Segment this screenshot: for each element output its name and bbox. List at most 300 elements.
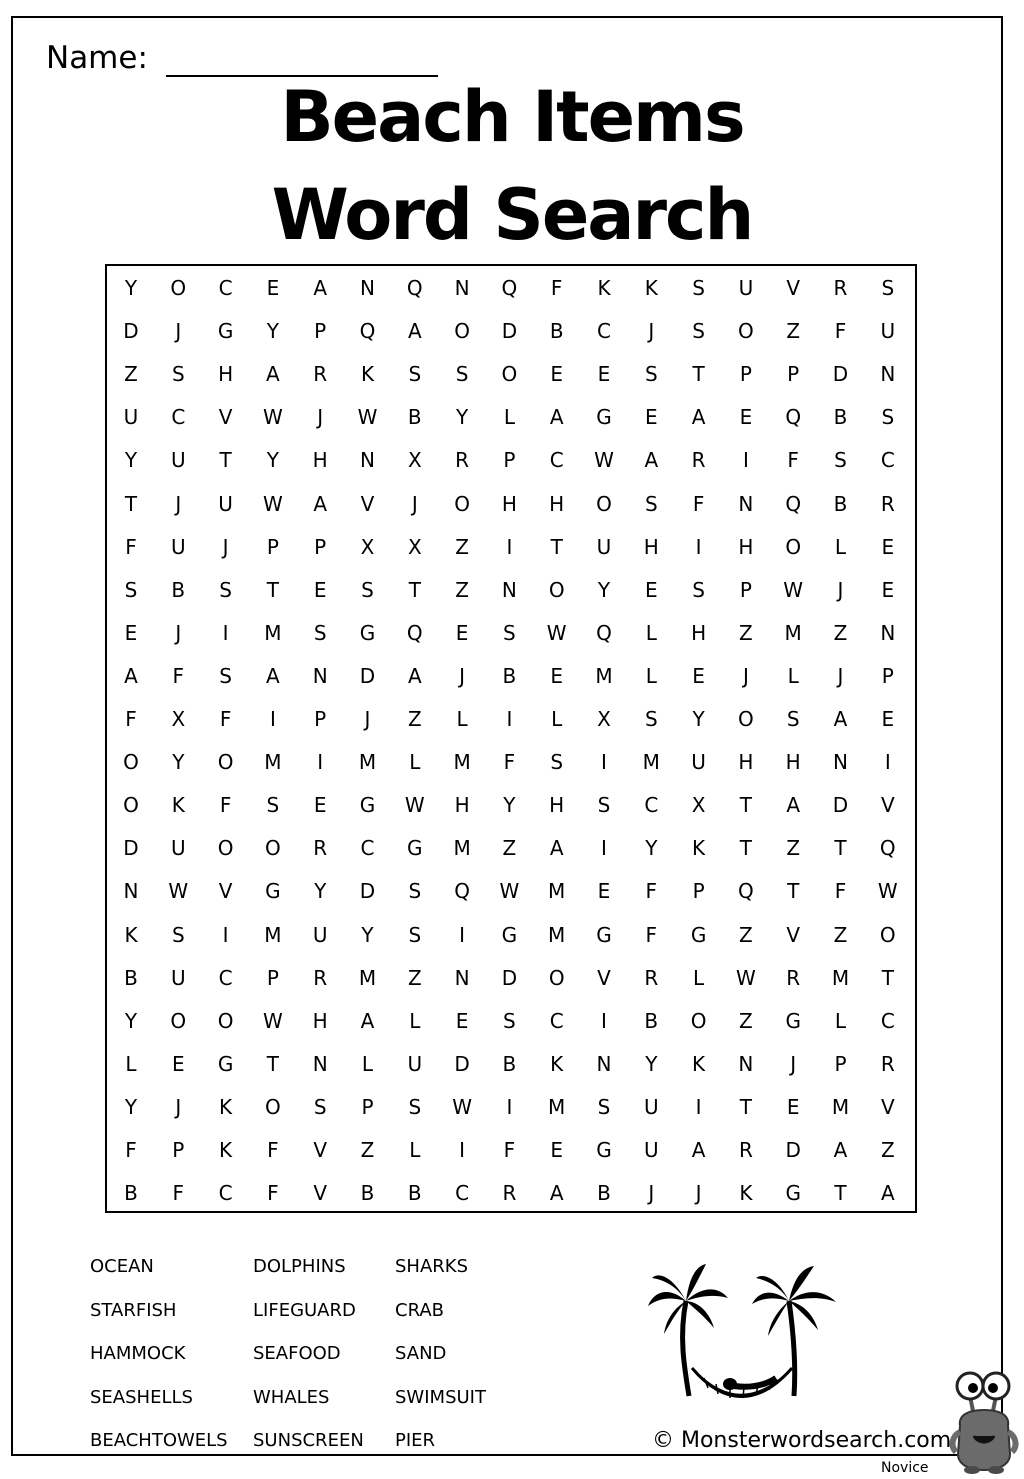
- grid-letter[interactable]: N: [360, 276, 375, 300]
- grid-letter[interactable]: Y: [361, 922, 374, 947]
- grid-letter[interactable]: F: [645, 879, 658, 904]
- grid-letter[interactable]: M: [642, 750, 660, 775]
- grid-letter[interactable]: K: [219, 1138, 233, 1162]
- grid-letter[interactable]: L: [456, 707, 468, 731]
- grid-letter[interactable]: N: [833, 750, 848, 775]
- grid-letter[interactable]: I: [601, 836, 607, 861]
- grid-letter[interactable]: D: [501, 965, 518, 990]
- grid-letter[interactable]: C: [549, 1008, 564, 1033]
- grid-letter[interactable]: E: [597, 362, 611, 387]
- grid-letter[interactable]: M: [548, 879, 566, 904]
- grid-letter[interactable]: D: [123, 836, 139, 861]
- grid-letter[interactable]: S: [881, 276, 895, 300]
- grid-letter[interactable]: O: [454, 491, 470, 516]
- grid-letter[interactable]: U: [218, 491, 233, 516]
- grid-letter[interactable]: O: [879, 922, 896, 947]
- grid-letter[interactable]: T: [834, 1181, 847, 1206]
- grid-letter[interactable]: A: [691, 405, 706, 430]
- grid-letter[interactable]: J: [317, 405, 324, 430]
- grid-letter[interactable]: F: [834, 319, 847, 344]
- grid-letter[interactable]: P: [266, 534, 279, 559]
- grid-letter[interactable]: B: [549, 319, 564, 344]
- grid-letter[interactable]: J: [411, 491, 418, 516]
- grid-letter[interactable]: W: [877, 879, 898, 904]
- grid-letter[interactable]: O: [217, 750, 234, 775]
- grid-letter[interactable]: A: [266, 362, 280, 387]
- grid-letter[interactable]: N: [738, 1051, 754, 1076]
- grid-letter[interactable]: S: [644, 362, 658, 387]
- grid-letter[interactable]: A: [549, 1181, 564, 1206]
- grid-letter[interactable]: Z: [739, 1008, 753, 1033]
- grid-letter[interactable]: Z: [786, 319, 801, 344]
- grid-letter[interactable]: V: [880, 1094, 895, 1119]
- grid-letter[interactable]: I: [222, 922, 229, 947]
- grid-letter[interactable]: S: [408, 879, 422, 904]
- grid-letter[interactable]: N: [312, 663, 328, 688]
- grid-letter[interactable]: S: [692, 577, 705, 602]
- grid-letter[interactable]: Z: [739, 620, 753, 645]
- grid-letter[interactable]: E: [550, 663, 563, 688]
- grid-letter[interactable]: A: [549, 405, 564, 430]
- grid-letter[interactable]: E: [692, 663, 705, 688]
- grid-letter[interactable]: S: [219, 663, 232, 688]
- grid-letter[interactable]: Z: [786, 836, 801, 861]
- grid-letter[interactable]: S: [786, 707, 800, 731]
- grid-letter[interactable]: C: [455, 1181, 470, 1206]
- grid-letter[interactable]: J: [175, 319, 182, 344]
- grid-letter[interactable]: U: [170, 836, 186, 861]
- grid-letter[interactable]: P: [172, 1138, 185, 1162]
- grid-letter[interactable]: Q: [785, 491, 802, 516]
- grid-letter[interactable]: N: [880, 620, 896, 645]
- grid-letter[interactable]: O: [501, 362, 518, 387]
- grid-letter[interactable]: K: [550, 1051, 564, 1076]
- grid-letter[interactable]: Q: [596, 620, 612, 645]
- grid-letter[interactable]: X: [360, 534, 375, 559]
- grid-letter[interactable]: T: [219, 448, 232, 473]
- grid-letter[interactable]: A: [833, 707, 848, 731]
- grid-letter[interactable]: Y: [266, 448, 279, 473]
- grid-letter[interactable]: I: [506, 1094, 513, 1119]
- grid-letter[interactable]: S: [361, 577, 374, 602]
- grid-letter[interactable]: B: [644, 1008, 659, 1033]
- grid-letter[interactable]: I: [695, 1094, 702, 1119]
- grid-letter[interactable]: Y: [124, 1094, 138, 1119]
- grid-letter[interactable]: W: [263, 405, 283, 430]
- grid-letter[interactable]: N: [454, 276, 470, 300]
- grid-letter[interactable]: P: [314, 707, 327, 731]
- grid-letter[interactable]: U: [312, 922, 328, 947]
- grid-letter[interactable]: S: [692, 319, 705, 344]
- grid-letter[interactable]: R: [738, 1138, 753, 1162]
- grid-letter[interactable]: T: [881, 965, 894, 990]
- grid-letter[interactable]: W: [783, 577, 804, 602]
- grid-letter[interactable]: E: [171, 1051, 185, 1076]
- grid-letter[interactable]: X: [597, 707, 611, 731]
- grid-letter[interactable]: I: [884, 750, 891, 775]
- grid-letter[interactable]: K: [597, 276, 611, 300]
- grid-letter[interactable]: O: [170, 276, 187, 300]
- grid-letter[interactable]: V: [218, 405, 233, 430]
- grid-letter[interactable]: J: [837, 663, 844, 688]
- grid-letter[interactable]: H: [454, 793, 470, 818]
- grid-letter[interactable]: P: [739, 577, 752, 602]
- grid-letter[interactable]: L: [787, 663, 799, 688]
- grid-letter[interactable]: M: [358, 965, 377, 990]
- grid-letter[interactable]: N: [501, 577, 517, 602]
- grid-letter[interactable]: G: [596, 922, 612, 947]
- grid-letter[interactable]: L: [834, 534, 847, 559]
- grid-letter[interactable]: U: [407, 1051, 423, 1076]
- grid-letter[interactable]: T: [787, 879, 800, 904]
- grid-letter[interactable]: L: [645, 620, 657, 645]
- grid-letter[interactable]: M: [264, 750, 282, 775]
- grid-letter[interactable]: O: [265, 1094, 281, 1119]
- grid-letter[interactable]: Z: [455, 577, 469, 602]
- grid-letter[interactable]: F: [267, 1138, 279, 1162]
- grid-letter[interactable]: J: [790, 1051, 797, 1076]
- grid-letter[interactable]: Y: [172, 750, 185, 775]
- grid-letter[interactable]: E: [881, 577, 895, 602]
- grid-letter[interactable]: Z: [455, 534, 469, 559]
- grid-letter[interactable]: S: [644, 491, 658, 516]
- grid-letter[interactable]: P: [881, 663, 894, 688]
- grid-letter[interactable]: C: [597, 319, 611, 344]
- grid-letter[interactable]: S: [266, 793, 280, 818]
- grid-letter[interactable]: S: [597, 793, 611, 818]
- grid-letter[interactable]: N: [123, 879, 139, 904]
- grid-letter[interactable]: T: [692, 362, 705, 387]
- grid-letter[interactable]: U: [596, 534, 612, 559]
- grid-letter[interactable]: R: [313, 965, 328, 990]
- grid-letter[interactable]: Q: [501, 276, 518, 300]
- grid-letter[interactable]: A: [407, 663, 422, 688]
- grid-letter[interactable]: C: [360, 836, 375, 861]
- grid-letter[interactable]: M: [264, 922, 282, 947]
- grid-letter[interactable]: P: [361, 1094, 374, 1119]
- grid-letter[interactable]: Z: [124, 362, 138, 387]
- grid-letter[interactable]: A: [124, 663, 138, 688]
- grid-letter[interactable]: K: [644, 276, 658, 300]
- grid-letter[interactable]: B: [833, 491, 848, 516]
- grid-letter[interactable]: S: [408, 922, 422, 947]
- grid-letter[interactable]: W: [263, 491, 283, 516]
- grid-letter[interactable]: A: [691, 1138, 706, 1162]
- grid-letter[interactable]: Y: [503, 793, 516, 818]
- grid-letter[interactable]: I: [742, 448, 749, 473]
- grid-letter[interactable]: A: [313, 276, 328, 300]
- grid-letter[interactable]: V: [786, 922, 801, 947]
- grid-letter[interactable]: F: [125, 1138, 137, 1162]
- grid-letter[interactable]: R: [644, 965, 659, 990]
- grid-letter[interactable]: E: [124, 620, 138, 645]
- grid-letter[interactable]: C: [218, 1181, 233, 1206]
- grid-letter[interactable]: K: [692, 836, 706, 861]
- grid-letter[interactable]: Y: [124, 276, 138, 300]
- grid-letter[interactable]: W: [404, 793, 425, 818]
- grid-letter[interactable]: B: [124, 1181, 138, 1206]
- grid-letter[interactable]: C: [549, 448, 564, 473]
- grid-letter[interactable]: M: [831, 965, 850, 990]
- grid-letter[interactable]: Z: [407, 965, 422, 990]
- grid-letter[interactable]: L: [693, 965, 705, 990]
- grid-letter[interactable]: M: [548, 1094, 566, 1119]
- grid-letter[interactable]: I: [601, 750, 607, 775]
- grid-letter[interactable]: S: [834, 448, 847, 473]
- grid-letter[interactable]: I: [222, 620, 229, 645]
- grid-letter[interactable]: D: [832, 793, 849, 818]
- grid-letter[interactable]: F: [503, 750, 516, 775]
- grid-letter[interactable]: Q: [785, 405, 802, 430]
- grid-letter[interactable]: B: [502, 1051, 517, 1076]
- grid-letter[interactable]: E: [266, 276, 280, 300]
- grid-letter[interactable]: W: [499, 879, 520, 904]
- grid-letter[interactable]: Z: [833, 620, 848, 645]
- grid-letter[interactable]: Y: [124, 448, 138, 473]
- grid-letter[interactable]: M: [453, 836, 471, 861]
- grid-letter[interactable]: P: [266, 965, 279, 990]
- grid-letter[interactable]: R: [880, 491, 895, 516]
- grid-letter[interactable]: D: [785, 1138, 801, 1162]
- grid-letter[interactable]: Q: [406, 276, 423, 300]
- grid-letter[interactable]: H: [738, 534, 754, 559]
- grid-letter[interactable]: M: [264, 620, 282, 645]
- grid-letter[interactable]: U: [691, 750, 706, 775]
- grid-letter[interactable]: S: [219, 577, 232, 602]
- grid-letter[interactable]: Y: [692, 707, 705, 731]
- grid-letter[interactable]: L: [409, 1138, 421, 1162]
- grid-letter[interactable]: Y: [455, 405, 469, 430]
- grid-letter[interactable]: U: [170, 448, 186, 473]
- grid-letter[interactable]: J: [648, 319, 655, 344]
- grid-letter[interactable]: B: [407, 405, 422, 430]
- grid-letter[interactable]: N: [880, 362, 896, 387]
- grid-letter[interactable]: U: [643, 1138, 659, 1162]
- grid-letter[interactable]: J: [364, 707, 371, 731]
- grid-letter[interactable]: G: [596, 1138, 612, 1162]
- grid-letter[interactable]: X: [171, 707, 186, 731]
- grid-letter[interactable]: O: [690, 1008, 707, 1033]
- grid-letter[interactable]: M: [548, 922, 566, 947]
- grid-letter[interactable]: F: [645, 922, 658, 947]
- grid-letter[interactable]: D: [123, 319, 139, 344]
- grid-letter[interactable]: I: [459, 922, 466, 947]
- grid-letter[interactable]: J: [175, 620, 182, 645]
- grid-letter[interactable]: V: [218, 879, 233, 904]
- grid-letter[interactable]: M: [453, 750, 471, 775]
- grid-letter[interactable]: R: [833, 276, 848, 300]
- grid-letter[interactable]: J: [648, 1181, 655, 1206]
- grid-letter[interactable]: P: [787, 362, 800, 387]
- grid-letter[interactable]: R: [786, 965, 801, 990]
- grid-letter[interactable]: Q: [879, 836, 896, 861]
- grid-letter[interactable]: S: [881, 405, 895, 430]
- grid-letter[interactable]: G: [217, 319, 234, 344]
- grid-letter[interactable]: U: [738, 276, 754, 300]
- grid-letter[interactable]: W: [546, 620, 567, 645]
- grid-letter[interactable]: D: [454, 1051, 470, 1076]
- grid-letter[interactable]: P: [314, 534, 327, 559]
- grid-letter[interactable]: A: [407, 319, 422, 344]
- grid-letter[interactable]: N: [454, 965, 470, 990]
- grid-letter[interactable]: Y: [314, 879, 327, 904]
- grid-letter[interactable]: M: [595, 663, 613, 688]
- grid-letter[interactable]: O: [596, 491, 612, 516]
- grid-letter[interactable]: J: [459, 663, 466, 688]
- grid-letter[interactable]: J: [222, 534, 229, 559]
- grid-letter[interactable]: R: [313, 362, 328, 387]
- grid-letter[interactable]: Z: [833, 922, 848, 947]
- grid-letter[interactable]: V: [313, 1181, 328, 1206]
- grid-letter[interactable]: O: [123, 750, 139, 775]
- grid-letter[interactable]: V: [786, 276, 801, 300]
- grid-letter[interactable]: S: [455, 362, 469, 387]
- grid-letter[interactable]: G: [359, 620, 376, 645]
- grid-letter[interactable]: O: [454, 319, 470, 344]
- grid-letter[interactable]: U: [880, 319, 896, 344]
- grid-letter[interactable]: Y: [645, 836, 658, 861]
- grid-letter[interactable]: F: [503, 1138, 516, 1162]
- grid-letter[interactable]: I: [269, 707, 276, 731]
- grid-letter[interactable]: K: [739, 1181, 753, 1206]
- grid-letter[interactable]: A: [644, 448, 659, 473]
- grid-letter[interactable]: J: [742, 663, 749, 688]
- grid-letter[interactable]: F: [787, 448, 799, 473]
- grid-letter[interactable]: B: [502, 663, 517, 688]
- grid-letter[interactable]: P: [503, 448, 516, 473]
- grid-letter[interactable]: Z: [880, 1138, 895, 1162]
- grid-letter[interactable]: D: [832, 362, 849, 387]
- grid-letter[interactable]: W: [452, 1094, 472, 1119]
- grid-letter[interactable]: G: [596, 405, 612, 430]
- grid-letter[interactable]: Z: [407, 707, 422, 731]
- grid-letter[interactable]: G: [690, 922, 707, 947]
- grid-letter[interactable]: S: [550, 750, 564, 775]
- grid-letter[interactable]: H: [549, 491, 565, 516]
- grid-letter[interactable]: S: [171, 362, 185, 387]
- grid-letter[interactable]: O: [170, 1008, 187, 1033]
- grid-letter[interactable]: G: [785, 1008, 801, 1033]
- grid-letter[interactable]: E: [313, 793, 327, 818]
- grid-letter[interactable]: F: [172, 1181, 185, 1206]
- grid-letter[interactable]: F: [172, 663, 185, 688]
- grid-letter[interactable]: B: [360, 1181, 375, 1206]
- grid-letter[interactable]: L: [834, 1008, 847, 1033]
- grid-letter[interactable]: J: [837, 577, 844, 602]
- grid-letter[interactable]: J: [175, 1094, 182, 1119]
- grid-letter[interactable]: Z: [502, 836, 517, 861]
- grid-letter[interactable]: V: [360, 491, 375, 516]
- grid-letter[interactable]: Z: [360, 1138, 375, 1162]
- grid-letter[interactable]: U: [643, 1094, 659, 1119]
- grid-letter[interactable]: B: [171, 577, 186, 602]
- grid-letter[interactable]: F: [550, 276, 563, 300]
- grid-letter[interactable]: M: [831, 1094, 850, 1119]
- grid-letter[interactable]: H: [312, 448, 328, 473]
- grid-letter[interactable]: T: [739, 1094, 752, 1119]
- grid-letter[interactable]: S: [313, 1094, 327, 1119]
- grid-letter[interactable]: F: [125, 534, 137, 559]
- grid-letter[interactable]: I: [459, 1138, 466, 1162]
- grid-letter[interactable]: G: [501, 922, 518, 947]
- grid-letter[interactable]: L: [409, 1008, 421, 1033]
- grid-letter[interactable]: G: [265, 879, 281, 904]
- grid-letter[interactable]: F: [267, 1181, 279, 1206]
- grid-letter[interactable]: O: [217, 1008, 234, 1033]
- grid-letter[interactable]: K: [360, 362, 375, 387]
- grid-letter[interactable]: L: [361, 1051, 374, 1076]
- grid-letter[interactable]: A: [833, 1138, 848, 1162]
- grid-letter[interactable]: F: [692, 491, 705, 516]
- grid-letter[interactable]: E: [644, 577, 658, 602]
- grid-letter[interactable]: A: [313, 491, 328, 516]
- grid-letter[interactable]: H: [643, 534, 659, 559]
- grid-letter[interactable]: W: [357, 405, 378, 430]
- grid-letter[interactable]: S: [644, 707, 658, 731]
- grid-letter[interactable]: H: [218, 362, 234, 387]
- grid-letter[interactable]: I: [695, 534, 702, 559]
- grid-letter[interactable]: B: [833, 405, 848, 430]
- grid-letter[interactable]: I: [506, 707, 513, 731]
- grid-letter[interactable]: N: [738, 491, 754, 516]
- grid-letter[interactable]: A: [880, 1181, 895, 1206]
- grid-letter[interactable]: C: [218, 276, 233, 300]
- grid-letter[interactable]: S: [503, 1008, 516, 1033]
- grid-letter[interactable]: A: [360, 1008, 375, 1033]
- grid-letter[interactable]: F: [219, 793, 232, 818]
- grid-letter[interactable]: R: [502, 1181, 517, 1206]
- grid-letter[interactable]: V: [597, 965, 611, 990]
- grid-letter[interactable]: H: [785, 750, 801, 775]
- grid-letter[interactable]: C: [880, 448, 895, 473]
- grid-letter[interactable]: W: [594, 448, 614, 473]
- grid-letter[interactable]: S: [124, 577, 138, 602]
- grid-letter[interactable]: C: [880, 1008, 895, 1033]
- grid-letter[interactable]: Z: [739, 922, 753, 947]
- grid-letter[interactable]: H: [691, 620, 707, 645]
- grid-letter[interactable]: Y: [645, 1051, 658, 1076]
- grid-letter[interactable]: K: [219, 1094, 233, 1119]
- grid-letter[interactable]: E: [550, 1138, 563, 1162]
- grid-letter[interactable]: T: [739, 793, 752, 818]
- grid-letter[interactable]: P: [692, 879, 705, 904]
- grid-letter[interactable]: F: [125, 707, 137, 731]
- grid-letter[interactable]: R: [313, 836, 328, 861]
- grid-letter[interactable]: T: [124, 491, 138, 516]
- grid-letter[interactable]: S: [313, 620, 327, 645]
- grid-letter[interactable]: S: [692, 276, 705, 300]
- grid-letter[interactable]: C: [171, 405, 186, 430]
- grid-letter[interactable]: D: [359, 879, 376, 904]
- grid-letter[interactable]: P: [739, 362, 752, 387]
- grid-letter[interactable]: E: [786, 1094, 800, 1119]
- grid-letter[interactable]: L: [409, 750, 421, 775]
- grid-letter[interactable]: Y: [124, 1008, 138, 1033]
- grid-letter[interactable]: E: [881, 534, 895, 559]
- grid-letter[interactable]: N: [360, 448, 375, 473]
- grid-letter[interactable]: T: [739, 836, 752, 861]
- grid-letter[interactable]: T: [550, 534, 563, 559]
- grid-letter[interactable]: H: [549, 793, 565, 818]
- grid-letter[interactable]: W: [168, 879, 189, 904]
- grid-letter[interactable]: C: [218, 965, 233, 990]
- grid-letter[interactable]: I: [317, 750, 324, 775]
- grid-letter[interactable]: B: [124, 965, 138, 990]
- grid-letter[interactable]: F: [219, 707, 232, 731]
- grid-letter[interactable]: S: [597, 1094, 611, 1119]
- grid-letter[interactable]: E: [455, 620, 469, 645]
- grid-letter[interactable]: P: [314, 319, 327, 344]
